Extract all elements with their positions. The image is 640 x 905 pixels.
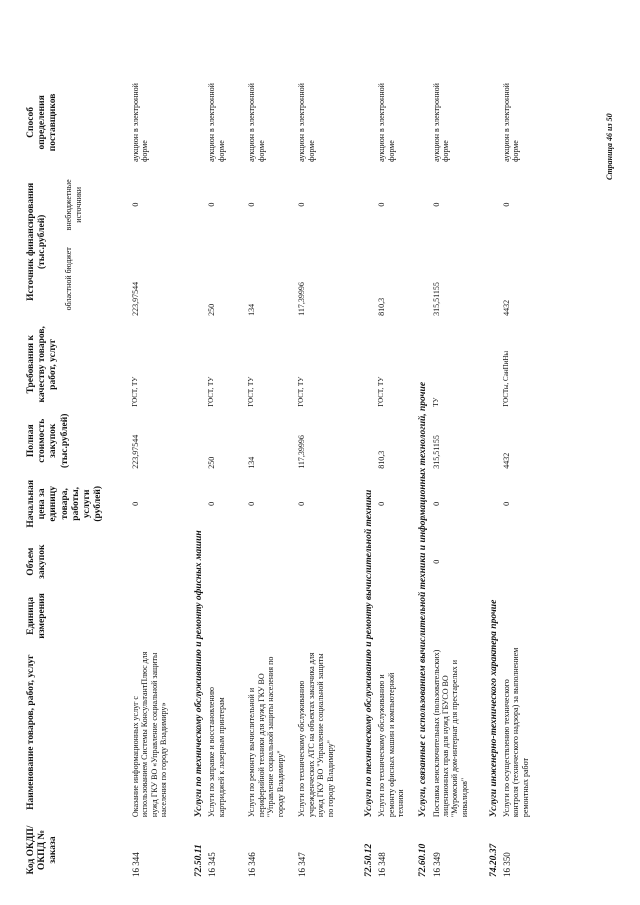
row-name: Услуги по техническому обслуживанию учрежденческих АТС на объектах заказчика для нужд ГКУ ВО "Управление социальной защиты по городу Владимиру": [297, 652, 335, 818]
row-method: аукцион в электронной форме: [377, 83, 396, 162]
row-name: Поставка неисключительных (пользовательских) лицензионных прав для нужд ГБУСО ВО "Муромский дом-интернат для престарелых и инвалидов": [431, 649, 469, 818]
row-name: Услуги по осуществлению технического контроля (технического надзора) за выполнением ремонтных работ: [501, 647, 530, 818]
row-regional: 4432: [501, 299, 511, 316]
row-regional: 810,3: [377, 297, 387, 316]
table-row: [376, 80, 416, 880]
row-regional: 315,51155: [431, 282, 441, 316]
row-regional: 250: [207, 303, 217, 316]
row-extra: 0: [431, 202, 441, 207]
row-total: 4432: [501, 452, 511, 469]
table-row: [431, 80, 487, 880]
row-extra: 0: [297, 202, 307, 207]
row-total: 117,39996: [297, 435, 307, 469]
row-total: 223,97544: [131, 434, 140, 469]
row-volume: [130, 536, 192, 588]
row-unit: [246, 588, 296, 645]
header-row: [20, 80, 130, 880]
row-extra: 0: [247, 202, 257, 207]
section-code: 72.60.10: [418, 843, 429, 877]
section-title: Услуги по техническому обслуживанию и ремонту офисных машин: [194, 530, 204, 818]
row-price: 0: [131, 501, 140, 506]
row-volume: 0: [431, 559, 441, 564]
row-method: аукцион в электронной форме: [297, 83, 316, 162]
header-source-regional: областной бюджет: [64, 247, 74, 311]
row-price: 0: [431, 501, 441, 506]
section-title: Услуги инженерно-технического характера прочие: [488, 599, 499, 818]
row-volume: [296, 536, 362, 588]
section-row: [362, 80, 376, 880]
row-extra: 0: [377, 202, 387, 207]
row-price: 0: [297, 501, 307, 506]
row-code: 16 345: [207, 852, 218, 877]
rotated-page: [20, 20, 620, 880]
row-method: аукцион в электронной форме: [501, 83, 521, 162]
row-regional: 134: [247, 303, 257, 316]
row-extra: 0: [207, 202, 217, 207]
row-regional: 117,39996: [297, 282, 307, 316]
header-method: Способ определения поставщиков: [26, 93, 59, 152]
row-volume: [376, 536, 416, 588]
table-row: [206, 80, 246, 880]
row-total: 250: [207, 456, 217, 469]
row-extra: 0: [131, 202, 140, 207]
section-code: 74.20.37: [488, 843, 499, 877]
header-source: Источник финансирования (тыс.рублей): [26, 182, 48, 301]
row-code: 16 348: [377, 852, 388, 877]
row-total: 315,51155: [431, 435, 441, 469]
row-requirements: ГОСТ, ТУ: [377, 376, 386, 407]
row-volume: [206, 536, 246, 588]
row-unit: [501, 588, 553, 645]
row-method: аукцион в электронной форме: [247, 83, 266, 162]
row-requirements: ГОСТ, ТУ: [297, 376, 306, 407]
row-unit: [296, 588, 362, 645]
row-unit: [431, 588, 487, 645]
section-title: Услуги по техническому обслуживанию и ремонту вычислительной техники: [364, 489, 375, 818]
row-code: 16 346: [247, 852, 258, 877]
row-name: Оказание информационных услуг с использованием Системы КонсультантПлюс для нужд ГКУ ВО «Управление социальной защиты населения по городу Владимиру»: [131, 651, 169, 818]
row-unit: [376, 588, 416, 645]
row-extra: 0: [501, 202, 511, 207]
section-code: 72.50.12: [364, 843, 375, 877]
row-name: Услуги по заправке и восстановлению картриджей к лазерным принтерам: [207, 687, 226, 818]
header-source-extra: внебюджетные источники: [64, 179, 83, 231]
row-name: Услуги по ремонту вычислительной и периферийной техники для нужд ГКУ ВО "Управление социальной защиты населения по городу Владимиру": [247, 656, 285, 818]
header-requirements: Требования к качеству товаров, работ, услуг: [26, 326, 59, 403]
row-requirements: ТУ: [431, 397, 440, 407]
row-price: 0: [501, 501, 511, 506]
header-volume: Объем закупок: [26, 544, 48, 579]
header-unit: Единица измерения: [26, 593, 48, 639]
row-requirements: ГОСТ, ТУ: [247, 376, 256, 407]
table-row: [296, 80, 362, 880]
row-total: 810,3: [377, 450, 387, 469]
procurement-table: [20, 80, 553, 880]
row-code: 16 344: [131, 852, 141, 877]
row-unit: [206, 588, 246, 645]
table-row: [501, 80, 553, 880]
row-price: 0: [377, 501, 387, 506]
section-title: Услуги, связанные с использованием вычислительной техники и информационных технологий, прочие: [418, 381, 429, 818]
row-unit: [130, 588, 192, 645]
row-code: 16 349: [431, 852, 442, 877]
row-volume: [501, 536, 553, 588]
row-method: аукцион в электронной форме: [207, 83, 226, 162]
section-row: [192, 80, 206, 880]
row-code: 16 347: [297, 852, 308, 877]
row-method: аукцион в электронной форме: [431, 83, 451, 162]
row-requirements: ГОСТ, ТУ: [131, 376, 139, 407]
header-price: Начальная цена за единицу товара, работы, услуги (рублей): [26, 479, 104, 528]
row-price: 0: [207, 501, 217, 506]
header-name: Наименование товаров, работ, услуг: [26, 654, 36, 810]
row-regional: 223,97544: [131, 281, 140, 316]
section-row: [487, 80, 501, 880]
header-total: Полная стоимость закупок (тыс.рублей): [26, 413, 70, 468]
row-requirements: ГОСТ, ТУ: [207, 376, 216, 407]
table-row: [130, 80, 192, 880]
row-method: аукцион в электронной форме: [131, 83, 150, 162]
row-total: 134: [247, 456, 257, 469]
header-source-group: [20, 165, 130, 319]
row-requirements: ГОСТы, СанПиНы: [501, 350, 510, 407]
row-name: Услуги по техническому обслуживанию и ремонту офисных машин и компьютерной техники: [377, 672, 406, 818]
row-price: 0: [247, 501, 257, 506]
row-code: 16 350: [501, 852, 512, 877]
row-volume: [246, 536, 296, 588]
header-code: Код ОКДП/ ОКПД № заказа: [26, 825, 59, 875]
table-row: [246, 80, 296, 880]
header-source-sub: [64, 168, 83, 316]
section-code: 72.50.11: [194, 844, 204, 877]
section-row: [416, 80, 430, 880]
page-number: Страница 46 из 50: [605, 113, 614, 180]
